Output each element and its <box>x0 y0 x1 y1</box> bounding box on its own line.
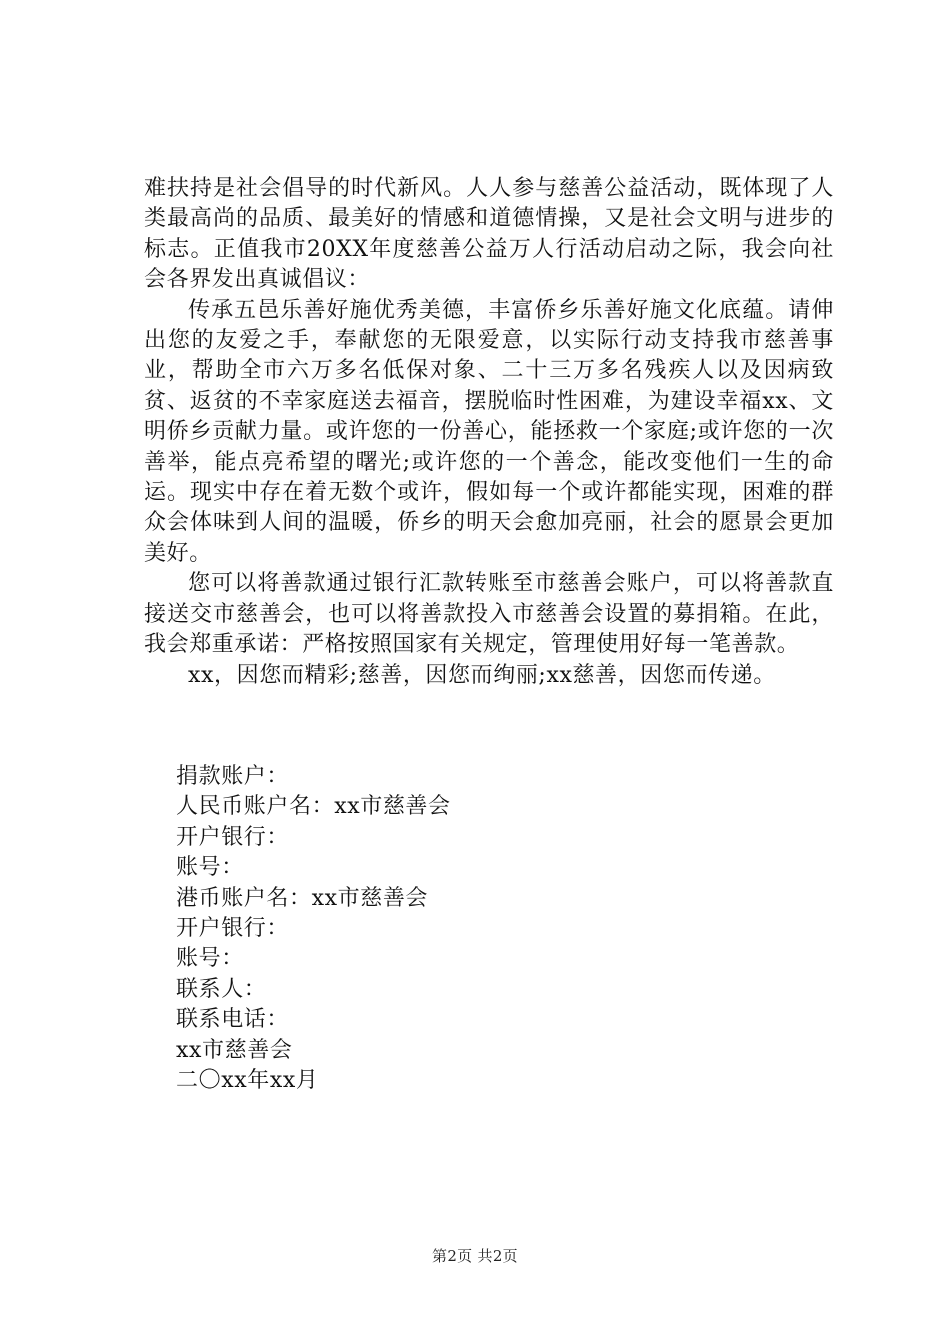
account-heading: 捐款账户： <box>176 764 290 789</box>
signature-organization: xx市慈善会 <box>176 1037 293 1063</box>
contact-phone: 联系电话： <box>176 1007 290 1033</box>
paragraph-donation-methods: 您可以将善款通过银行汇款转账至市慈善会账户，可以将善款直接送交市慈善会，也可以将善款投入市慈善会设置的募捐箱。在此，我会郑重承诺：严格按照国家有关规定，管理使用好每一笔善款。 <box>144 571 834 658</box>
letter-body <box>144 174 834 691</box>
paragraph-appeal: 传承五邑乐善好施优秀美德，丰富侨乡乐善好施文化底蕴。请伸出您的友爱之手，奉献您的无限爱意，以实际行动支持我市慈善事业，帮助全市六万多名低保对象、二十三万多名残疾人以及因病致贫、返贫的不幸家庭送去福音，摆脱临时性困难，为建设幸福xx、文明侨乡贡献力量。或许您的一份善心，能拯救一个家庭;或许您的一次善举，能点亮希望的曙光;或许您的一个善念，能改变他们一生的命运。现实中存在着无数个或许，假如每一个或许都能实现，困难的群众会体味到人间的温暖，侨乡的明天会愈加亮丽，社会的愿景会更加美好。 <box>144 297 834 566</box>
paragraph-closing-slogan: xx，因您而精彩;慈善，因您而绚丽;xx慈善，因您而传递。 <box>188 662 776 688</box>
rmb-account-name: 人民币账户名：xx市慈善会 <box>176 794 451 820</box>
hkd-bank: 开户银行： <box>176 916 290 942</box>
paragraph-intro: 难扶持是社会倡导的时代新风。人人参与慈善公益活动，既体现了人类最高尚的品质、最美好的情感和道德情操，又是社会文明与进步的标志。正值我市20XX年度慈善公益万人行活动启动之际，我会向社会各界发出真诚倡议： <box>144 176 834 293</box>
signature-date: 二〇xx年xx月 <box>176 1068 319 1094</box>
hkd-account-number: 账号： <box>176 946 244 972</box>
contact-person: 联系人： <box>176 976 267 1002</box>
rmb-bank: 开户银行： <box>176 824 290 850</box>
hkd-account-name: 港币账户名：xx市慈善会 <box>176 885 429 911</box>
rmb-account-number: 账号： <box>176 855 244 881</box>
donation-account-info <box>176 762 451 1096</box>
page-number-footer: 第2页 共2页 <box>432 1247 518 1265</box>
